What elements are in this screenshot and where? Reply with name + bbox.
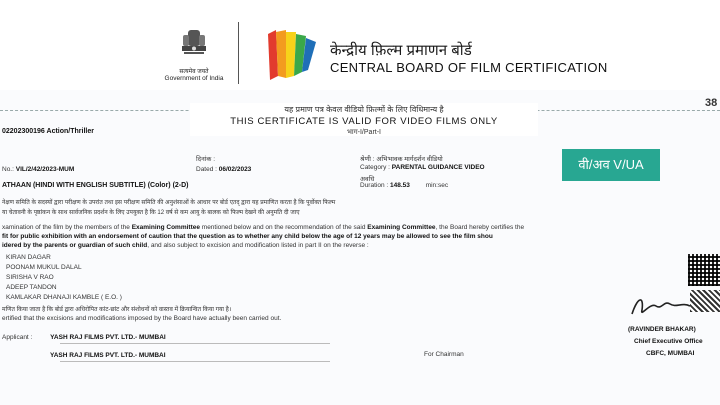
reference-number: 02202300196 Action/Thriller [2, 128, 94, 135]
signature-icon [628, 292, 698, 322]
footer-certification-line: ertified that the excisions and modifications imposed by the Board have actually been carried out. [2, 315, 282, 322]
validity-english: THIS CERTIFICATE IS VALID FOR VIDEO FILMS ONLY [230, 116, 498, 127]
committee-member: KIRAN DAGAR [6, 254, 51, 261]
applicant-label: Applicant : [2, 334, 35, 341]
date-label: Dated : [196, 166, 219, 173]
footer-hindi-line: मणित किया जाता है कि बोर्ड द्वारा अधिरोपित कांट-छांट और संशोधनों को वास्तव में क्रियान्वित किया गया है। [2, 307, 232, 313]
para1-part-d: Examining Committee [367, 224, 436, 231]
applicant-value: YASH RAJ FILMS PVT. LTD.- MUMBAI [50, 334, 166, 341]
hindi-paragraph-1: नेक्षण समिति के सदस्यों द्वारा परीक्षण के उपरांत तथा इस परीक्षण समिति की अनुशंसाओं के आधार पर बोर्ड एतद् द्वारा यह प्रमाणित करता है कि पूर्वोक्त फिल्म [2, 200, 336, 206]
date-field [196, 166, 251, 173]
signatory-title: Chief Executive Office [634, 338, 703, 345]
certificate-header [0, 0, 720, 90]
category-field [360, 164, 485, 171]
duration-value: 148.53 [390, 182, 410, 189]
para1-part-e: , the Board hereby certifies the [435, 224, 525, 231]
cbfc-logo-icon [262, 28, 322, 83]
duration-field [360, 182, 448, 189]
committee-member: SIRISHA V RAO [6, 274, 54, 281]
header-divider [238, 22, 239, 84]
para3-part-b: , and also subject to excision and modification listed in part II on the reverse : [147, 242, 369, 249]
para3-part-a: idered by the parents or guardian of such child [2, 242, 148, 249]
applicant-field [2, 334, 166, 341]
validity-hindi: यह प्रमाण पत्र केवल वीडियो फ़िल्मों के लिए विधिमान्य है [284, 105, 444, 114]
barcode-icon [690, 290, 720, 312]
para1-part-b: Examining Committee [131, 224, 200, 231]
para1-part-c: mentioned below and on the recommendation of the said [199, 224, 368, 231]
national-emblem [158, 26, 230, 84]
english-paragraph-2: fit for public exhibition with an endorsement of caution that the question as to whether any child below the age of 12 years may be allowed to see the film shou [2, 233, 493, 240]
duration-unit: min:sec [425, 182, 449, 189]
signatory-name: (RAVINDER BHAKAR) [628, 326, 696, 333]
para1-part-a: xamination of the film by the members of the [2, 224, 132, 231]
signatory-office: CBFC, MUMBAI [646, 350, 695, 357]
producer-underline [60, 361, 330, 362]
category-hindi: श्रेणी : अभिभावक मार्गदर्शन वीडियो [360, 156, 443, 163]
committee-member: POONAM MUKUL DALAL [6, 264, 82, 271]
english-paragraph-3 [2, 242, 369, 249]
ashoka-emblem-icon [174, 26, 214, 66]
duration-hindi: अवधि [360, 176, 375, 183]
rating-badge: वी/अव V/UA [562, 149, 660, 181]
committee-member: ADEEP TANDON [6, 284, 57, 291]
english-paragraph-1 [2, 224, 524, 231]
part-label: भाग-I/Part-I [346, 129, 381, 136]
duration-label: Duration : [360, 182, 390, 189]
committee-member: KAMLAKAR DHANAJI KAMBLE ( E.O. ) [6, 294, 122, 301]
hindi-paragraph-2: या चेतावनी के पृष्ठांकन के साथ सार्वजनिक प्रदर्शन के लिए उपयुक्त है कि 12 वर्ष से कम आयु के बालक को फिल्म देखने की अनुमति दी जाए [2, 210, 300, 216]
for-chairman-label: For Chairman [424, 351, 464, 358]
emblem-motto: सत्यमेव जयते [179, 69, 209, 75]
emblem-caption: Government of India [164, 75, 224, 82]
file-number [2, 166, 74, 173]
certificate-number: 38 [705, 97, 718, 109]
category-value: PARENTAL GUIDANCE VIDEO [391, 164, 485, 171]
org-name-hindi: केन्द्रीय फ़िल्म प्रमाणन बोर्ड [330, 42, 472, 59]
date-value: 06/02/2023 [218, 166, 252, 173]
date-label-hindi: दिनांक : [196, 156, 216, 163]
validity-banner [190, 103, 538, 136]
org-name-english: CENTRAL BOARD OF FILM CERTIFICATION [330, 60, 608, 75]
qr-code-icon [688, 254, 720, 286]
producer-value: YASH RAJ FILMS PVT. LTD.- MUMBAI [50, 352, 166, 359]
file-number-label: No.: [2, 166, 16, 173]
file-number-value: VIL/2/42/2023-MUM [15, 166, 75, 173]
film-title: ATHAAN (HINDI WITH ENGLISH SUBTITLE) (Color) (2-D) [2, 182, 189, 189]
applicant-underline [60, 343, 330, 344]
category-label: Category : [360, 164, 392, 171]
